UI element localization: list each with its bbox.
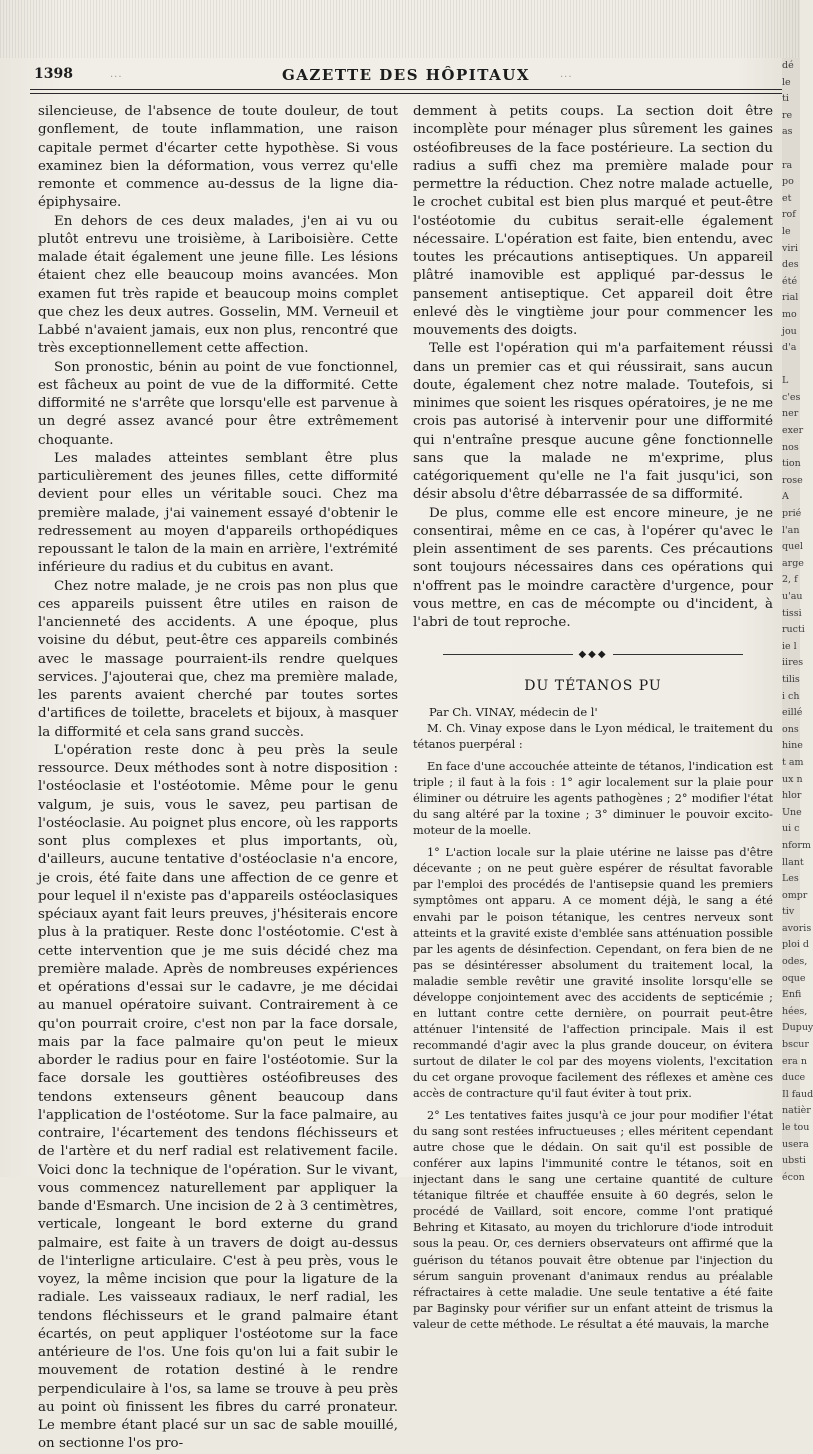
margin-fragment: natièr: [782, 1105, 811, 1117]
margin-fragment: re: [782, 109, 793, 121]
margin-fragment: arge: [782, 557, 804, 569]
margin-fragment: i ch: [782, 690, 800, 702]
section-title: DU TÉTANOS PU: [524, 677, 662, 694]
paragraph: silencieuse, de l'absence de toute douleur, de tout gonflement, de toute inflammation, une raison capitale permet d'écarter cette hypothèse. Si vous examinez bien la déformation, vous verrez qu'elle remonte et commence au-dessus de la ligne dia-épiphysaire.: [38, 104, 398, 211]
margin-fragment: Dupuy: [782, 1022, 813, 1034]
page-header: [30, 66, 782, 88]
margin-fragment: ui c: [782, 823, 800, 835]
margin-fragment: ructi: [782, 624, 805, 636]
margin-fragment: l'an: [782, 524, 800, 536]
margin-fragment: 2, f: [782, 574, 798, 586]
margin-fragment: L: [782, 375, 789, 387]
margin-fragment: tissi: [782, 607, 802, 619]
margin-fragment: ompr: [782, 889, 808, 901]
margin-fragment: tilis: [782, 673, 800, 685]
margin-fragment: rof: [782, 209, 796, 221]
paragraph: De plus, comme elle est encore mineure, je ne consentirai, même en ce cas, à l'opérer qu'avec le plein assentiment de ses parents. Ces précautions sont toujours nécessaires dans ces opérations qui n'offrent pas le moindre caractère d'urgence, pour vous mettre, en cas de mécompte ou d'incident, à l'abri de tout reproche.: [413, 505, 773, 630]
left-column: [38, 103, 398, 1454]
paragraph: En face d'une accouchée atteinte de tétanos, l'indication est triple ; il faut à la fois : 1° agir localement sur la plaie pour éliminer ou détruire les agents pathogènes ; 2° modifier l'état du sang altéré par la toxine ; 3° diminuer le pouvoir excito-moteur de la moelle.: [413, 760, 773, 838]
header-rule-thin: [30, 93, 790, 94]
margin-fragment: po: [782, 176, 794, 188]
margin-fragment: ie l: [782, 640, 797, 652]
margin-fragment: era n: [782, 1055, 807, 1067]
margin-fragment: rial: [782, 292, 799, 304]
margin-fragment: Une: [782, 806, 802, 818]
right-column: [413, 103, 773, 1333]
margin-fragment: avoris: [782, 922, 812, 934]
paragraph: Les malades atteintes semblant être plus particulièrement des jeunes filles, cette difformité devient pour elles un véritable souci. Chez ma première malade, j'ai vainement essayé d'obtenir le redressement au moyen d'appareils orthopédiques repoussant le talon de la main en arrière, l'extrémité inférieure du radius et du cubitus en avant.: [38, 450, 398, 576]
margin-fragment: Enfi: [782, 989, 802, 1001]
margin-fragment: quel: [782, 541, 803, 553]
margin-fragment: le: [782, 76, 791, 88]
margin-fragment: ons: [782, 723, 799, 735]
margin-fragment: nform: [782, 839, 811, 851]
header-rule: [30, 89, 790, 90]
paragraph: 2° Les tentatives faites jusqu'à ce jour pour modifier l'état du sang sont restées infructueuses ; elles méritent cependant autre chose que le dédain. On sait qu'il est possible de conférer aux lapins l'immunité contre le tétanos, soit en injectant dans le sang une certaine quantité de culture tétanique filtrée et chauffée ensuite à 60 degrés, selon le procédé de Vaillard, soit encore, comme l'ont pratiqué Behring et Kitasato, au moyen du trichlorure d'iode introduit sous la peau. Or, ces derniers observateurs ont affirmé que la guérison du tétanos pouvait être obtenue par l'injection du sérum sanguin provenant d'animaux rendus au préalable réfractaires à cette maladie. Une seule tentative a été faite par Baginsky pour vérifier sur un enfant atteint de trismus la valeur de cette méthode. Le résultat a été mauvais, la marche: [413, 1109, 773, 1331]
margin-fragment: prié: [782, 508, 802, 520]
margin-fragment: mo: [782, 308, 797, 320]
margin-fragment: tion: [782, 458, 801, 470]
paragraph: Telle est l'opération qui m'a parfaitement réussi dans un premier cas et qui réussirait, sans aucun doute, également chez notre malade. Toutefois, si minimes que soient les risques opératoires, je ne me crois pas autorisé à intervenir pour une difformité qui n'entraîne presque aucune gêne fonctionnelle sans que la malade ne m'exprime, plus catégoriquement qu'elle ne l'a fait jusqu'ici, son désir absolu d'être débarrassée de sa difformité.: [413, 341, 773, 503]
margin-fragment: été: [782, 275, 798, 287]
margin-fragment: ra: [782, 159, 793, 171]
margin-fragment: et: [782, 192, 792, 204]
margin-fragment: duce: [782, 1072, 806, 1084]
article-body: [413, 721, 773, 1333]
margin-fragment: ploi d: [782, 939, 809, 951]
margin-fragment: ubsti: [782, 1155, 806, 1167]
margin-fragment: tiv: [782, 906, 795, 918]
margin-fragment: hées,: [782, 1005, 808, 1017]
section-divider: ◆◆◆: [413, 646, 773, 664]
paragraph: L'opération reste donc à peu près la seule ressource. Deux méthodes sont à notre disposition : l'ostéoclasie et l'ostéotomie. Même pour le genu valgum, je suis, vous le savez, peu partisan de l'ostéoclasie. Au poignet plus encore, où les rapports sont plus complexes et plus importants, où, d'ailleurs, aucune tentative d'ostéoclasie n'a encore, je crois, été faite dans une affection de ce genre et pour lequel il n'existe pas d'appareils ostéoclasiques spéciaux ayant fait leurs preuves, j'hésiterais encore plus à la pratiquer. Reste donc l'ostéotomie. C'est à cette intervention que je me suis décidé chez ma première malade. Après de nombreuses expériences et opérations d'essai sur le cadavre, je me décidai au manuel opératoire suivant. Contrairement à ce qu'on pourrait croire, c'est non par la face dorsale, mais par la face palmaire qu'on peut le mieux aborder le radius pour en faire l'ostéotomie. Sur la face dorsale les gouttières ostéofibreuses des tendons extenseurs gênent beaucoup dans l'application de l'ostéotome. Sur la face palmaire, au contraire, l'écartement des tendons fléchisseurs et de l'artère et du nerf radial est relativement facile. Voici donc la technique de l'opération. Sur le vivant, vous commencez naturellement par appliquer la bande d'Esmarch. Une incision de 2 à 3 centimètres, verticale, longeant le bord externe du grand palmaire, est faite à un travers de doigt au-dessus de l'interligne articulaire. C'est à peu près, vous le voyez, la même incision que pour la ligature de la radiale. Les vaisseaux radiaux, le nerf radial, les tendons fléchisseurs et le grand palmaire étant écartés, on peut appliquer l'ostéotome sur la face antérieure de l'os. Une fois qu'on lui a fait subir le mouvement de rotation destiné à le rendre perpendiculaire à l'os, sa lame se trouve à peu près au point où finissent les fibres du carré pronateur. Le membre étant placé sur un sac de sable mouillé, on sectionne l'os pro-: [38, 742, 398, 1452]
margin-fragment: ner: [782, 408, 799, 420]
margin-fragment: jou: [782, 325, 797, 337]
journal-title: GAZETTE DES HÔPITAUX: [281, 66, 530, 84]
byline: Par Ch. VINAY, médecin de l': [429, 704, 598, 719]
margin-fragment: ux n: [782, 773, 803, 785]
paragraph: En dehors de ces deux malades, j'en ai vu ou plutôt entrevu une troisième, à Lariboisière. Cette malade était également une jeune fille. Les lésions étaient chez elle beaucoup moins avancées. Mon examen fut très rapide et beaucoup moins complet que chez les deux autres. Gosselin, MM. Verneuil et Labbé n'avaient jamais, eux non plus, rencontré que très exceptionnellement cette affection.: [38, 213, 398, 357]
article-intro: M. Ch. Vinay expose dans le Lyon médical, le traitement du tétanos puerpéral :: [413, 722, 773, 752]
margin-fragment: odes,: [782, 956, 808, 968]
margin-fragment: t am: [782, 756, 804, 768]
bleed-through-text-right: ...: [560, 69, 573, 80]
margin-fragment: exer: [782, 425, 804, 437]
page-number: 1398: [34, 66, 73, 82]
bleed-through-text-left: ...: [110, 69, 123, 80]
margin-fragment: c'es: [782, 391, 801, 403]
margin-fragment: llant: [782, 856, 804, 868]
margin-fragment: oque: [782, 972, 806, 984]
margin-fragment: nos: [782, 441, 799, 453]
margin-fragment: u'au: [782, 591, 803, 602]
margin-fragment: usera: [782, 1138, 809, 1150]
margin-fragment: rose: [782, 474, 803, 486]
margin-fragment: iires: [782, 657, 804, 669]
margin-fragment: le tou: [782, 1122, 810, 1133]
margin-fragment: viri: [782, 242, 798, 254]
margin-fragment: le: [782, 225, 791, 237]
margin-fragment: hine: [782, 740, 803, 752]
paragraph: Chez notre malade, je ne crois pas non plus que ces appareils puissent être utiles en raison de l'ancienneté des accidents. A une époque, plus voisine du début, peut-être ces appareils combinés avec le massage pourraient-ils rendre quelques services. J'ajouterai que, chez ma première malade, les parents avaient cherché par toutes sortes d'artifices de toilette, bracelets et bijoux, à masquer la difformité et cela sans grand succès.: [38, 578, 398, 740]
margin-fragment: Les: [782, 873, 799, 885]
margin-fragment: A: [782, 491, 789, 503]
margin-fragment: eillé: [782, 707, 803, 719]
paragraph: Son pronostic, bénin au point de vue fonctionnel, est fâcheux au point de vue de la difformité. Cette difformité ne s'arrête que lorsqu'elle est parvenue à un degré assez avancé pour être extrêmement choquante.: [38, 359, 398, 448]
margin-fragment: [782, 357, 800, 374]
margin-fragment: as: [782, 126, 793, 138]
paragraph: 1° L'action locale sur la plaie utérine ne laisse pas d'être décevante ; on ne peut guère espérer de résultat favorable par l'emploi des procédés de l'antisepsie quand les premiers symptômes ont apparu. A ce moment déjà, le sang a été envahi par le poison tétanique, les centres nerveux sont atteints et la gravité existe d'emblée sans atténuation possible par les agents de désinfection. Cependant, on fera bien de ne pas se désintéresser absolument du traitement local, la maladie semble revêtir une gravité insolite lorsqu'elle se développe conjointement avec des accidents de septicémie ; en luttant contre cette dernière, on pourrait peut-être atténuer l'intensité de l'affection principale. Mais il est recommandé d'agir avec la plus grande douceur, on évitera surtout de dilater le col par des moyens violents, l'excitation du cet organe provoque facilement des réflexes et amène ces accès de contracture qu'il faut éviter à tout prix.: [413, 846, 773, 1101]
margin-fragment: [782, 141, 800, 158]
margin-fragment: dé: [782, 60, 794, 71]
adjacent-page-strip: [782, 58, 813, 1183]
margin-fragment: des: [782, 259, 799, 271]
margin-fragment: d'a: [782, 342, 797, 354]
margin-fragment: bscur: [782, 1039, 809, 1051]
margin-fragment: ti: [782, 93, 789, 105]
margin-fragment: hlor: [782, 790, 802, 802]
margin-fragment: écon: [782, 1171, 805, 1183]
paragraph: demment à petits coups. La section doit être incomplète pour ménager plus sûrement les gaines ostéofibreuses de la face postérieure. La section du radius a suffi chez ma première malade pour permettre la réduction. Chez notre malade actuelle, le crochet cubital est bien plus marqué et peut-être l'ostéotomie du cubitus serait-elle également nécessaire. L'opération est faite, bien entendu, avec toutes les précautions antiseptiques. Un appareil plâtré inamovible est appliqué par-dessus le pansement antiseptique. Cet appareil doit être enlevé dès le vingtième jour pour commencer les mouvements des doigts.: [413, 104, 773, 338]
margin-fragment: Il faud: [782, 1088, 813, 1100]
scan-edge-noise: [0, 0, 800, 58]
